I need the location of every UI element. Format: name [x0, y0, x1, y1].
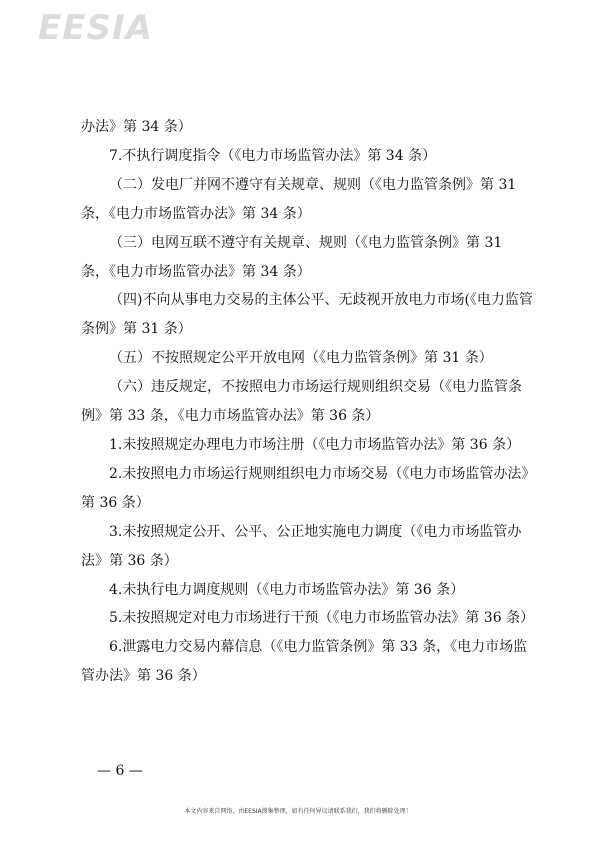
- page-number: — 6 —: [97, 763, 143, 779]
- paragraph: 1.未按照规定办理电力市场注册（《电力市场监管办法》第 36 条）: [109, 436, 521, 453]
- paragraph: 6.泄露电力交易内幕信息（《电力监管条例》第 33 条，《电力市场监管办法》第 36 条）: [81, 639, 528, 685]
- paragraph: （三）电网互联不遵守有关规章、规则（《电力监管条例》第 31 条，《电力市场监管办法》第 34 条）: [81, 234, 503, 280]
- paragraph: （五）不按照规定公平开放电网（《电力监管条例》第 31 条）: [109, 350, 493, 367]
- paragraph: 2.未按照电力市场运行规则组织电力市场交易（《电力市场监管办法》第 36 条）: [81, 465, 529, 511]
- paragraph: （六）违反规定，不按照电力市场运行规则组织交易（《电力监管条例》第 33 条，《电力市场监管办法》第 36 条）: [81, 379, 522, 425]
- paragraph: 7.不执行调度指令（《电力市场监管办法》第 34 条）: [109, 147, 437, 164]
- paragraph: 4.未执行电力调度规则（《电力市场监管办法》第 36 条）: [109, 581, 465, 598]
- document-body: [81, 113, 533, 691]
- footer-disclaimer: 本文内容来自网络，由EESIA搜集整理，如有任何异议请联系我们，我们将删除处理！: [184, 808, 412, 815]
- eesia-logo-watermark: EESIA: [38, 8, 153, 48]
- paragraph: 办法》第 34 条）: [81, 119, 192, 135]
- paragraph: 3.未按照规定公开、公平、公正地实施电力调度（《电力市场监管办法》第 36 条）: [81, 523, 522, 569]
- paragraph: 5.未按照规定对电力市场进行干预（《电力市场监管办法》第 36 条）: [109, 610, 535, 627]
- paragraph: （四)不向从事电力交易的主体公平、无歧视开放电力市场(《电力监管条例》第 31 条）: [81, 292, 533, 338]
- paragraph: （二）发电厂并网不遵守有关规章、规则（《电力监管条例》第 31 条，《电力市场监管办法》第 34 条）: [81, 176, 517, 222]
